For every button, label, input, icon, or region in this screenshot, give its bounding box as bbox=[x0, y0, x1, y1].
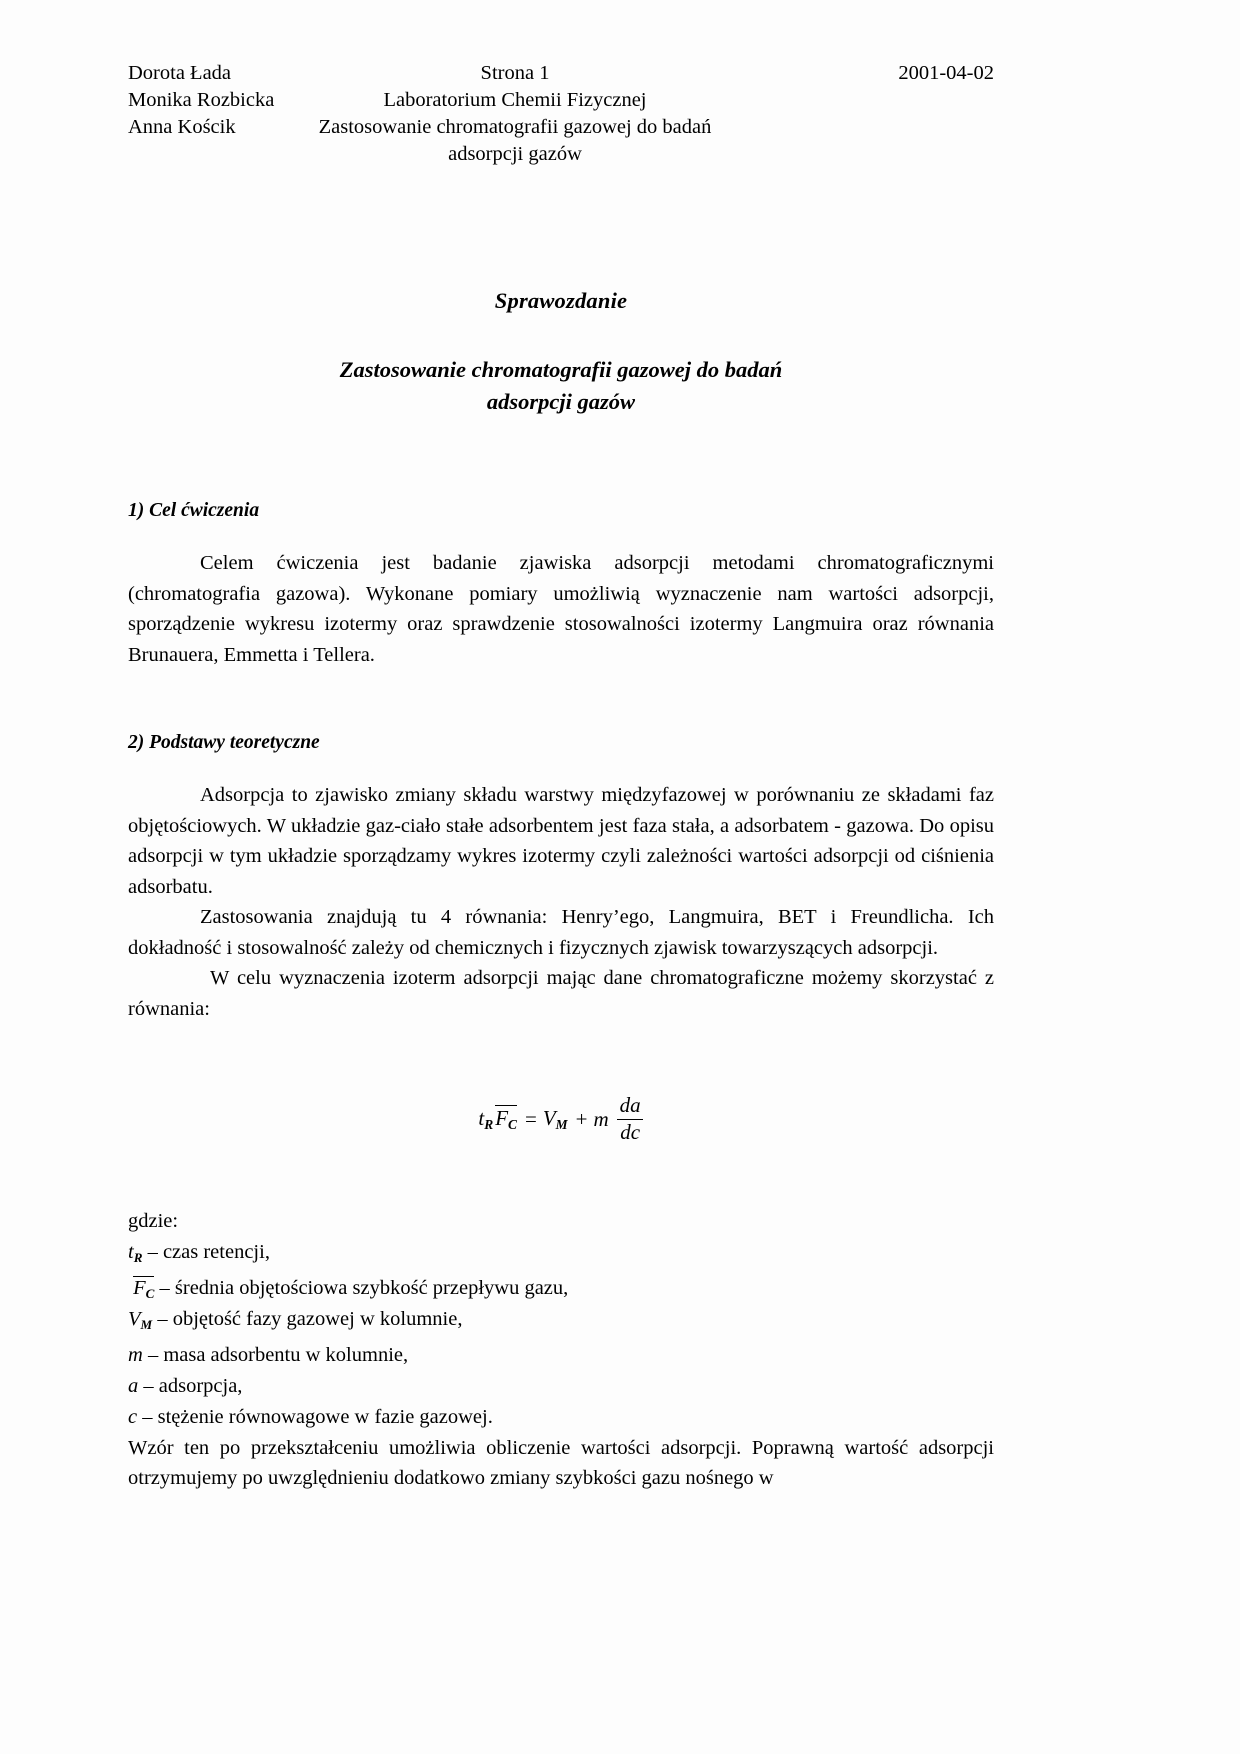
definition-text-m: – masa adsorbentu w kolumnie, bbox=[147, 1343, 409, 1366]
main-title-line-1: Zastosowanie chromatografii gazowej do badań bbox=[339, 357, 783, 382]
equation-term-m: m bbox=[593, 1106, 609, 1131]
definition-text-VM: – objętość fazy gazowej w kolumnie, bbox=[157, 1307, 463, 1330]
definition-item-Fc bbox=[128, 1273, 994, 1304]
definition-text-tR: – czas retencji, bbox=[147, 1241, 270, 1264]
section-2-paragraph-3: W celu wyznaczenia izoterm adsorpcji mając dane chromatograficzne możemy skorzystać z równania: bbox=[128, 967, 994, 1020]
document-main-title bbox=[128, 354, 994, 418]
section-1-heading: 1) Cel ćwiczenia bbox=[128, 500, 260, 521]
author-name-2: Monika Rozbicka bbox=[128, 89, 275, 111]
definition-item-VM bbox=[128, 1304, 994, 1340]
definition-item-c bbox=[128, 1402, 994, 1433]
title-block bbox=[128, 288, 994, 418]
definition-item-tR bbox=[128, 1237, 994, 1273]
equation-term-VM: VM bbox=[542, 1105, 568, 1132]
main-title-line-2: adsorpcji gazów bbox=[486, 389, 636, 414]
definition-subscript-M: M bbox=[140, 1316, 153, 1332]
definition-symbol-m: m bbox=[128, 1343, 143, 1366]
definition-symbol-F-overbar: FC bbox=[133, 1276, 155, 1301]
fraction-numerator: da bbox=[619, 1093, 641, 1117]
definition-text-Fc: – średnia objętościowa szybkość przepływu gazu, bbox=[159, 1276, 569, 1299]
definition-item-a bbox=[128, 1371, 994, 1402]
document-kind-title: Sprawozdanie bbox=[494, 288, 628, 313]
definition-text-c: – stężenie równowagowe w fazie gazowej. bbox=[142, 1405, 493, 1428]
course-name: Laboratorium Chemii Fizycznej bbox=[383, 89, 647, 111]
header-row-2 bbox=[128, 87, 994, 114]
author-name-1: Dorota Łada bbox=[128, 62, 232, 84]
definition-text-a: – adsorpcja, bbox=[143, 1374, 243, 1397]
definitions-lead-in: gdzie: bbox=[128, 1210, 179, 1233]
section-2-paragraph-2: Zastosowania znajdują tu 4 równania: Henry’ego, Langmuira, BET i Freundlicha. Ich dokładność i stosowalność zależy od chemicznych i fizycznych zjawisk towarzyszących adsorpcji. bbox=[128, 906, 994, 959]
definition-symbol-c: c bbox=[128, 1405, 138, 1428]
header-row-1 bbox=[128, 60, 994, 87]
section-2-heading: 2) Podstawy teoretyczne bbox=[128, 732, 320, 753]
section-1-paragraph-1: Celem ćwiczenia jest badanie zjawiska adsorpcji metodami chromatograficznymi (chromatografia gazowa). Wykonane pomiary umożliwią wyznaczenie nam wartości adsorpcji, sporządzenie wykresu izotermy oraz sprawdzenie stosowalności izotermy Langmuira oraz równania Brunauera, Emmetta i Tellera. bbox=[128, 552, 994, 666]
equation-fraction-da-dc bbox=[617, 1094, 644, 1144]
definition-symbol-a: a bbox=[128, 1374, 139, 1397]
page-content bbox=[128, 60, 994, 1494]
equation-equals-sign: = bbox=[524, 1106, 537, 1131]
section-2-paragraph-1: Adsorpcja to zjawisko zmiany składu warstwy międzyfazowej w porównaniu ze składami faz objętościowych. W układzie gaz-ciało stałe adsorbentem jest faza stała, a adsorbatem - gazowa. Do opisu adsorpcji w tym układzie sporządzamy wykres izotermy czyli zależności wartości adsorpcji od ciśnienia adsorbatu. bbox=[128, 784, 994, 898]
document-header bbox=[128, 60, 994, 180]
header-topic-line-2: adsorpcji gazów bbox=[448, 143, 582, 165]
header-topic-line-1: Zastosowanie chromatografii gazowej do badań bbox=[318, 116, 712, 138]
equation-term-tR: tR bbox=[478, 1105, 494, 1132]
equation-block bbox=[128, 1094, 994, 1144]
author-name-3: Anna Kościk bbox=[128, 116, 236, 138]
page-label: Strona 1 bbox=[480, 62, 550, 84]
header-row-3 bbox=[128, 114, 994, 141]
definition-item-m bbox=[128, 1340, 994, 1371]
definition-symbol-V: V bbox=[128, 1307, 141, 1330]
definition-symbol-t: t bbox=[128, 1241, 134, 1264]
document-date: 2001-04-02 bbox=[898, 62, 994, 84]
retention-equation bbox=[478, 1094, 643, 1144]
definition-subscript-R: R bbox=[133, 1249, 143, 1265]
fraction-denominator: dc bbox=[617, 1119, 643, 1145]
equation-plus-sign: + bbox=[575, 1106, 588, 1131]
equation-term-Fc: FC bbox=[495, 1106, 517, 1133]
closing-paragraph: Wzór ten po przekształceniu umożliwia obliczenie wartości adsorpcji. Poprawną wartość adsorpcji otrzymujemy po uwzględnieniu dodatkowo zmiany szybkości gazu nośnego w bbox=[128, 1436, 994, 1490]
symbol-definitions bbox=[128, 1206, 994, 1433]
